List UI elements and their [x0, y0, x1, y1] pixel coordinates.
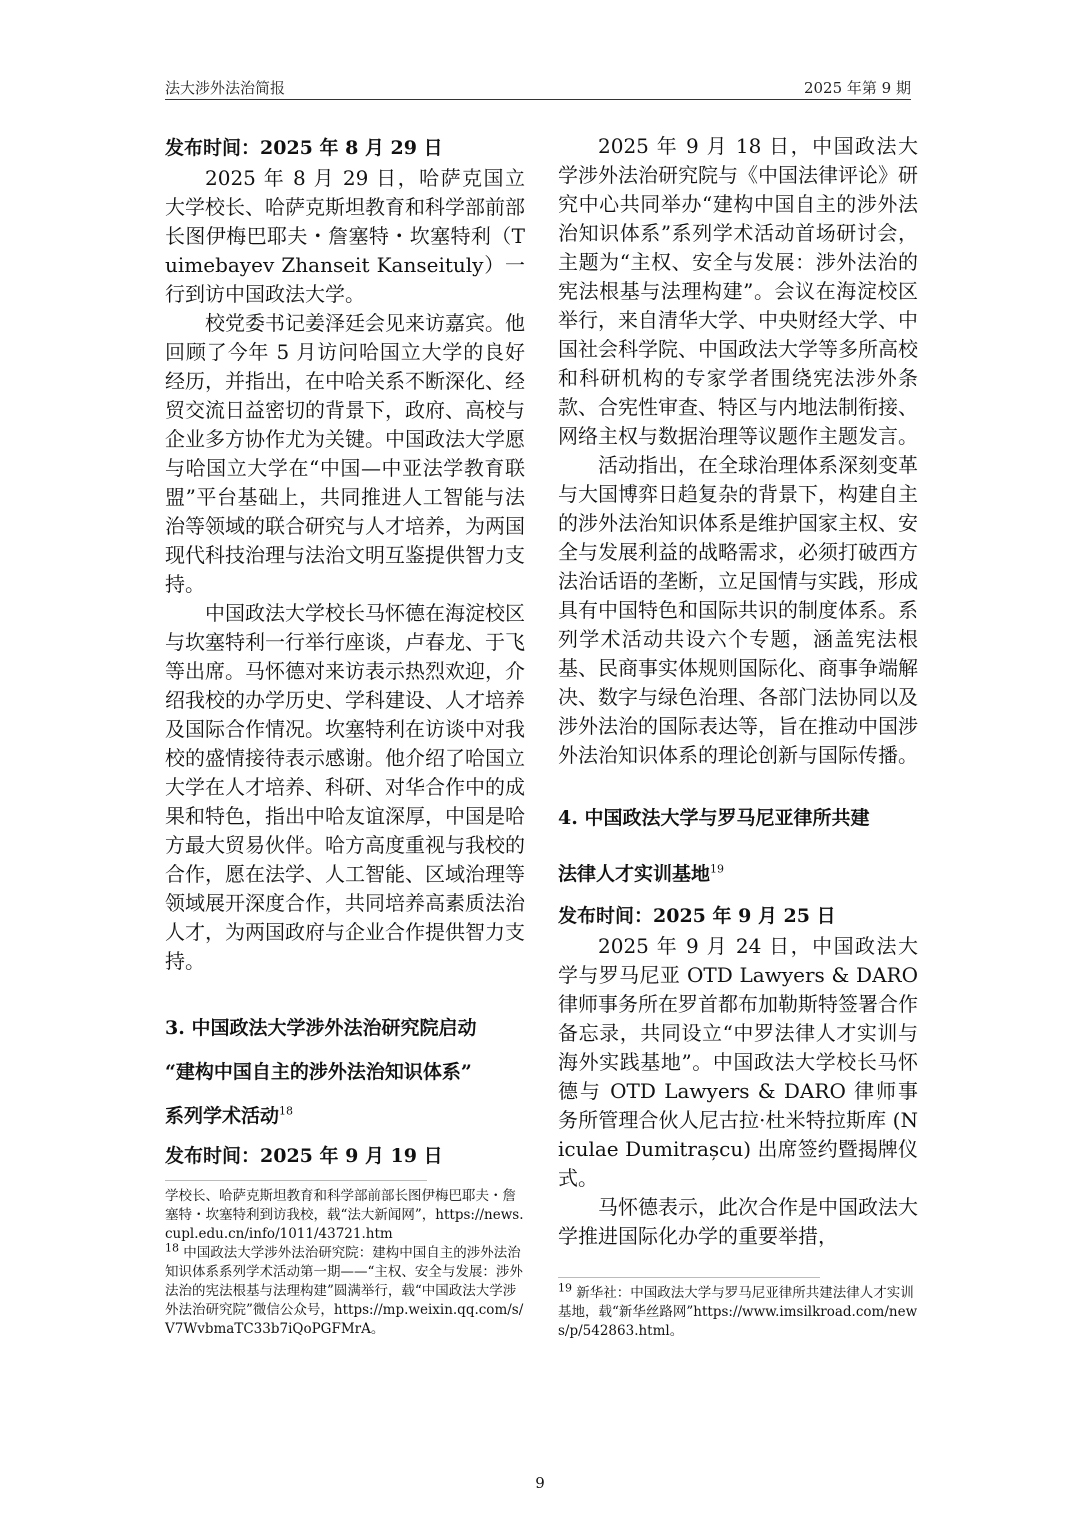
left-column	[165, 132, 525, 1339]
paragraph: 2025 年 9 月 24 日，中国政法大学与罗马尼亚 OTD Lawyers & DARO 律师事务所在罗首都布加勒斯特签署合作备忘录，共同设立“中罗法律人才实训与海外实践基地”。中国政法大学校长马怀德与 OTD Lawyers & DARO 律师事务所管理合伙人尼古拉·杜米特拉斯库 (Niculae Dumitrașcu) 出席签约暨揭牌仪式。	[558, 934, 918, 1190]
publish-date: 发布时间：2025 年 8 月 29 日	[165, 137, 443, 159]
section-heading-4-text: 法律人才实训基地	[558, 863, 711, 885]
publish-date: 发布时间：2025 年 9 月 19 日	[165, 1145, 443, 1167]
paragraph: 中国政法大学校长马怀德在海淀校区与坎塞特利一行举行座谈，卢春龙、于飞等出席。马怀德对来访表示热烈欢迎，介绍我校的办学历史、学科建设、人才培养及国际合作情况。坎塞特利在访谈中对我校的盛情接待表示感谢。他介绍了哈国立大学在人才培养、科研、对华合作中的成果和特色，指出中哈友谊深厚，中国是哈方最大贸易伙伴。哈方高度重视与我校的合作，愿在法学、人工智能、区域治理等领域展开深度合作，共同培养高素质法治人才，为两国政府与企业合作提供智力支持。	[165, 601, 525, 973]
footnote-ref-18[interactable]: 18	[279, 1104, 294, 1118]
paragraph: 活动指出，在全球治理体系深刻变革与大国博弈日趋复杂的背景下，构建自主的涉外法治知识体系是维护国家主权、安全与发展利益的战略需求，必须打破西方法治话语的垄断，立足国情与实践，形成具有中国特色和国际共识的制度体系。系列学术活动共设六个专题，涵盖宪法根基、民商事实体规则国际化、商事争端解决、数字与绿色治理、各部门法协同以及涉外法治的国际表达等，旨在推动中国涉外法治知识体系的理论创新与国际传播。	[558, 453, 918, 767]
header-title: 法大涉外法治简报	[165, 79, 286, 97]
footnote-18-mark: 18	[165, 1241, 179, 1255]
section-heading-3-text: 系列学术活动	[165, 1105, 280, 1127]
section-heading-3-line2: “建构中国自主的涉外法治知识体系”	[165, 1061, 472, 1083]
footnote-19-text: 新华社：中国政法大学与罗马尼亚律所共建法律人才实训基地，载“新华丝路网”https://www.imsilkroad.com/news/p/542863.html。	[558, 1285, 918, 1339]
section-heading-3-line3	[165, 1094, 525, 1138]
paragraph: 马怀德表示，此次合作是中国政法大学推进国际化办学的重要举措，	[558, 1195, 918, 1248]
footnote-ref-19[interactable]: 19	[710, 862, 725, 876]
page-number: 9	[535, 1474, 545, 1492]
right-column	[558, 132, 918, 1341]
section-heading-4-line2	[558, 852, 918, 896]
header-issue: 2025 年第 9 期	[803, 79, 911, 97]
footnote-18	[165, 1241, 525, 1339]
publish-date: 发布时间：2025 年 9 月 25 日	[558, 905, 836, 927]
header-rule	[165, 99, 911, 100]
paragraph: 校党委书记姜泽廷会见来访嘉宾。他回顾了今年 5 月访问哈国立大学的良好经历，并指出，在中哈关系不断深化、经贸交流日益密切的背景下，政府、高校与企业多方协作尤为关键。中国政法大学愿与哈国立大学在“中国—中亚法学教育联盟”平台基础上，共同推进人工智能与法治等领域的联合研究与人才培养，为两国现代科技治理与法治文明互鉴提供智力支持。	[165, 311, 525, 596]
footnote-18-text: 中国政法大学涉外法治研究院：建构中国自主的涉外法治知识体系系列学术活动第一期——“主权、安全与发展：涉外法治的宪法根基与法理构建”圆满举行，载“中国政法大学涉外法治研究院”微信公众号，https://mp.weixin.qq.com/s/V7WvbmaTC33b7iQoPGFMrA。	[165, 1245, 524, 1337]
footnote-19	[558, 1281, 918, 1341]
footnote-continuation: 学校长、哈萨克斯坦教育和科学部前部长图伊梅巴耶夫・詹塞特・坎塞特利到访我校，载“法大新闻网”，https://news.cupl.edu.cn/info/1011/43721.htm	[165, 1188, 524, 1242]
paragraph: 2025 年 8 月 29 日，哈萨克国立大学校长、哈萨克斯坦教育和科学部前部长图伊梅巴耶夫・詹塞特・坎塞特利（Tuimebayev Zhanseit Kanseituly）一行到访中国政法大学。	[165, 166, 525, 306]
section-heading-3-line1: 3. 中国政法大学涉外法治研究院启动	[165, 1017, 477, 1039]
paragraph: 2025 年 9 月 18 日，中国政法大学涉外法治研究院与《中国法律评论》研究中心共同举办“建构中国自主的涉外法治知识体系”系列学术活动首场研讨会，主题为“主权、安全与发展：涉外法治的宪法根基与法理构建”。会议在海淀校区举行，来自清华大学、中央财经大学、中国社会科学院、中国政法大学等多所高校和科研机构的专家学者围绕宪法涉外条款、合宪性审查、特区与内地法制衔接、网络主权与数据治理等议题作主题发言。	[558, 134, 918, 448]
section-heading-4-line1: 4. 中国政法大学与罗马尼亚律所共建	[558, 807, 870, 829]
footnote-19-mark: 19	[558, 1281, 572, 1295]
